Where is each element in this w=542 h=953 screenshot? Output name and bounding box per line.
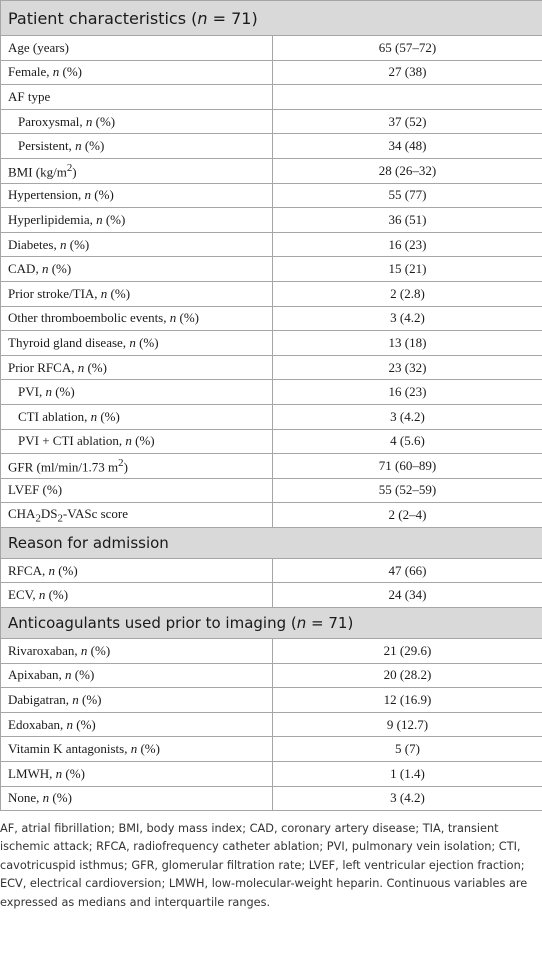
section-title: Reason for admission [1,527,542,558]
row-label: Dabigatran, n (%) [1,688,273,713]
table-row [1,183,542,208]
table-row [1,257,542,282]
row-label: Other thromboembolic events, n (%) [1,306,273,331]
row-label: Age (years) [1,36,273,61]
section-header-reason-for-admission [1,527,542,558]
table-row [1,663,542,688]
row-value: 16 (23) [273,380,542,405]
row-value: 16 (23) [273,232,542,257]
section-header-anticoagulants [1,608,542,639]
row-value: 24 (34) [273,583,542,608]
row-label: Prior stroke/TIA, n (%) [1,281,273,306]
table-row [1,380,542,405]
row-label: Apixaban, n (%) [1,663,273,688]
row-label: PVI, n (%) [1,380,273,405]
row-value: 13 (18) [273,331,542,356]
table-row [1,85,542,110]
table-row [1,158,542,183]
row-label: LVEF (%) [1,478,273,503]
row-value: 28 (26–32) [273,158,542,183]
row-value: 27 (38) [273,60,542,85]
row-label: Diabetes, n (%) [1,232,273,257]
row-label: Persistent, n (%) [1,134,273,159]
row-value: 1 (1.4) [273,762,542,787]
table-row [1,737,542,762]
row-value: 34 (48) [273,134,542,159]
row-label: Paroxysmal, n (%) [1,109,273,134]
table-row [1,281,542,306]
row-label: Rivaroxaban, n (%) [1,639,273,664]
row-label: CTI ablation, n (%) [1,404,273,429]
row-label: RFCA, n (%) [1,558,273,583]
row-value: 9 (12.7) [273,712,542,737]
row-label: Vitamin K antagonists, n (%) [1,737,273,762]
row-label: ECV, n (%) [1,583,273,608]
table-row [1,688,542,713]
row-label: Female, n (%) [1,60,273,85]
row-value: 55 (52–59) [273,478,542,503]
table-row [1,583,542,608]
row-value: 47 (66) [273,558,542,583]
section-title: Anticoagulants used prior to imaging (n = 71) [1,608,542,639]
table-row [1,134,542,159]
row-label: CAD, n (%) [1,257,273,282]
section-title: Patient characteristics (n = 71) [1,1,542,36]
row-value: 71 (60–89) [273,454,542,479]
row-value: 3 (4.2) [273,306,542,331]
table-footnote: AF, atrial fibrillation; BMI, body mass index; CAD, coronary artery disease; TIA, transient ischemic attack; RFCA, radiofrequency catheter ablation; PVI, pulmonary vein isolation; CTI, cavotricuspid isthmus; GFR, glomerular filtration rate; LVEF, left ventricular ejection fraction; ECV, electrical cardioversion; LMWH, low-molecular-weight heparin. Continuous variables are expressed as medians and interquartile ranges. [0,822,528,909]
row-label: Thyroid gland disease, n (%) [1,331,273,356]
table-row [1,712,542,737]
row-value: 37 (52) [273,109,542,134]
table-row [1,60,542,85]
table-row [1,639,542,664]
table-row [1,762,542,787]
table-row [1,786,542,811]
row-value: 5 (7) [273,737,542,762]
row-value: 12 (16.9) [273,688,542,713]
table-row [1,36,542,61]
row-value: 20 (28.2) [273,663,542,688]
row-label: BMI $(kg/m^2)$ [1,158,273,183]
table-row [1,429,542,454]
table-row [1,558,542,583]
row-label: Hypertension, n (%) [1,183,273,208]
table-row [1,232,542,257]
row-label: $CHA_2DS_2$-VASc score [1,503,273,528]
table-row [1,404,542,429]
row-label: None, n (%) [1,786,273,811]
row-value: 55 (77) [273,183,542,208]
table-row [1,355,542,380]
table-row [1,478,542,503]
row-value [273,85,542,110]
row-label: Prior RFCA, n (%) [1,355,273,380]
row-label: PVI + CTI ablation, n (%) [1,429,273,454]
row-label: Hyperlipidemia, n (%) [1,208,273,233]
table-row [1,306,542,331]
row-label: LMWH, n (%) [1,762,273,787]
row-label: GFR (ml/min/1.73 $m^2$) [1,454,273,479]
table-row [1,454,542,479]
row-value: 2 (2–4) [273,503,542,528]
row-value: 36 (51) [273,208,542,233]
row-value: 23 (32) [273,355,542,380]
row-value: 65 (57–72) [273,36,542,61]
table-row [1,331,542,356]
row-value: 21 (29.6) [273,639,542,664]
row-value: 3 (4.2) [273,404,542,429]
table-row [1,208,542,233]
row-value: 3 (4.2) [273,786,542,811]
section-header-patient-characteristics [1,1,542,36]
row-label: AF type [1,85,273,110]
row-label: Edoxaban, n (%) [1,712,273,737]
table-row [1,109,542,134]
row-value: 2 (2.8) [273,281,542,306]
row-value: 15 (21) [273,257,542,282]
row-value: 4 (5.6) [273,429,542,454]
table-row [1,503,542,528]
